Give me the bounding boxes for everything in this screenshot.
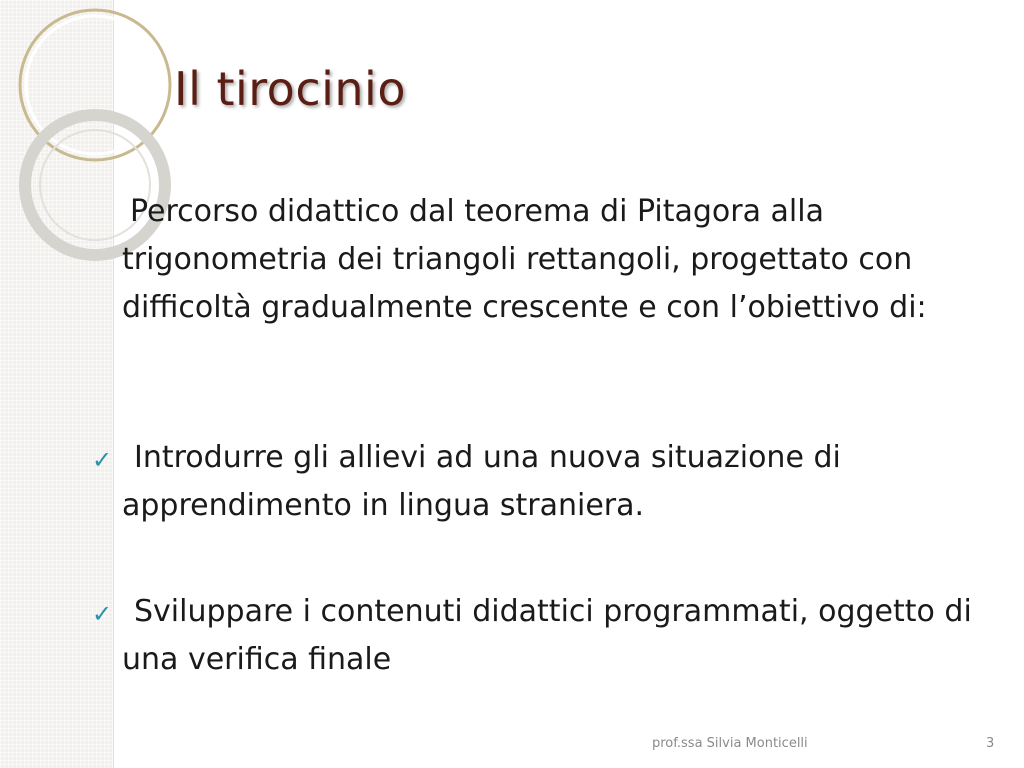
checkmark-icon: ✓ (92, 600, 113, 628)
intro-paragraph: Percorso didattico dal teorema di Pitagora alla trigonometria dei triangoli rettangoli, progettato con difficoltà gradualmente crescente e con l’obiettivo di: (122, 194, 927, 325)
bullet-item-1 (122, 434, 982, 530)
bullet-text: Introdurre gli allievi ad una nuova situazione di apprendimento in lingua straniera. (122, 440, 841, 523)
slide-title: Il tirocinio (174, 62, 406, 116)
bullet-item-2 (122, 588, 982, 684)
footer-author: prof.ssa Silvia Monticelli (652, 736, 808, 751)
checkmark-icon: ✓ (92, 446, 113, 474)
page-number: 3 (986, 736, 995, 751)
bullet-text: Sviluppare i contenuti didattici programmati, oggetto di una verifica finale (122, 594, 972, 677)
